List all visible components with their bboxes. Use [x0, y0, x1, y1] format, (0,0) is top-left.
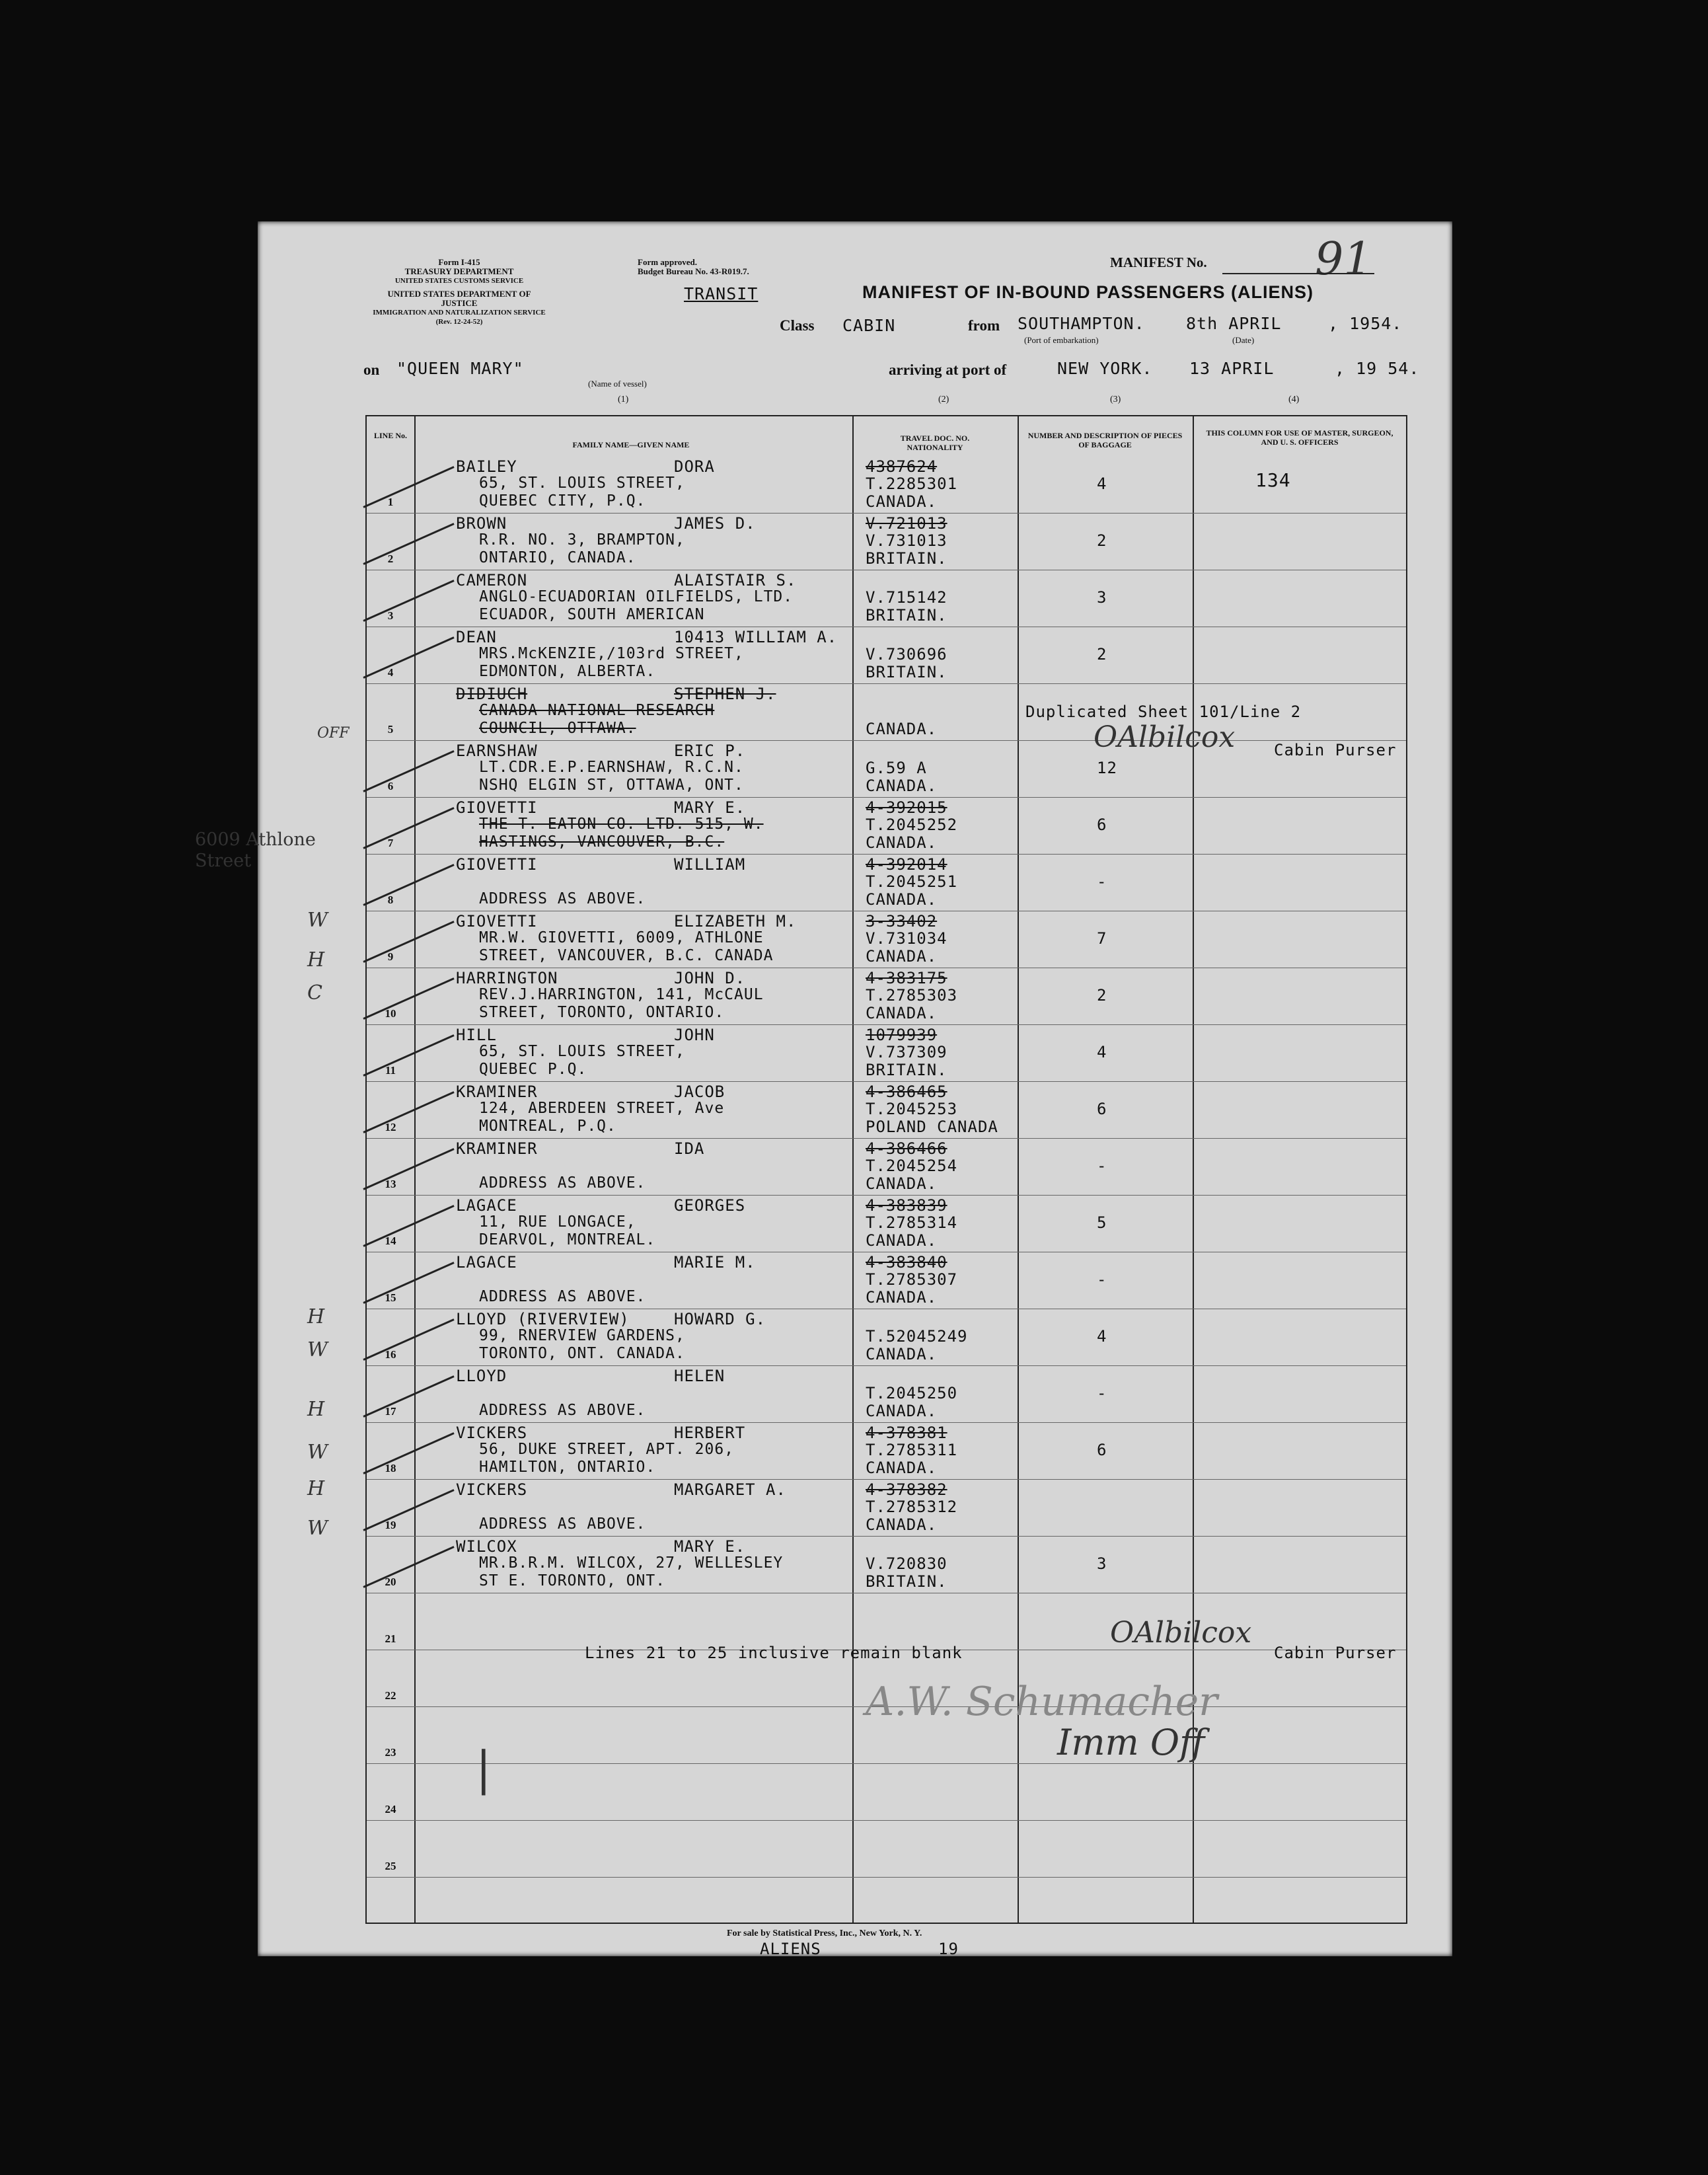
nationality: BRITAIN.	[866, 663, 947, 681]
cabin-purser-1: Cabin Purser	[1274, 741, 1397, 759]
old-travel-doc: 4-392014	[866, 855, 947, 874]
given-name: JOHN	[674, 1026, 715, 1044]
old-travel-doc: 4-386465	[866, 1083, 947, 1101]
margin-initial: H	[307, 948, 325, 972]
old-travel-doc: 4-386466	[866, 1139, 947, 1158]
form-header-left	[370, 258, 548, 326]
family-name: DEAN	[456, 628, 497, 646]
baggage-count: 6	[1097, 1100, 1107, 1118]
baggage-count: 3	[1097, 588, 1107, 607]
table-row	[367, 854, 1406, 911]
remain-blank-note: Lines 21 to 25 inclusive remain blank	[585, 1644, 963, 1662]
address-line-2: DEARVOL, MONTREAL.	[479, 1231, 656, 1248]
nationality: BRITAIN.	[866, 549, 947, 568]
address-line-1: 56, DUKE STREET, APT. 206,	[479, 1441, 735, 1458]
dept-treasury: TREASURY DEPARTMENT	[404, 266, 514, 276]
table-row	[367, 1479, 1406, 1537]
line-number: 9	[387, 950, 394, 963]
line-number: 21	[385, 1632, 396, 1645]
manifest-sheet	[195, 221, 1452, 1958]
family-name: VICKERS	[456, 1424, 528, 1442]
address-line-2: COUNCIL, OTTAWA.	[479, 720, 636, 737]
baggage-count: -	[1097, 1384, 1107, 1402]
old-travel-doc: 4387624	[866, 457, 938, 476]
address-line-2: ADDRESS AS ABOVE.	[479, 1402, 646, 1419]
address-line-2: ADDRESS AS ABOVE.	[479, 890, 646, 907]
baggage-count: -	[1097, 872, 1107, 891]
given-name: JAMES D.	[674, 514, 756, 533]
arrival-date: 13 APRIL	[1189, 359, 1275, 378]
given-name: JOHN D.	[674, 969, 746, 987]
port-of-embarkation: SOUTHAMPTON.	[1018, 314, 1145, 333]
family-name: EARNSHAW	[456, 742, 538, 760]
port-caption: (Port of embarkation)	[1024, 335, 1099, 345]
travel-doc-number: T.2285301	[866, 475, 958, 493]
line-number: 15	[385, 1291, 396, 1304]
nationality: CANADA.	[866, 833, 938, 852]
travel-doc-number: T.2785311	[866, 1441, 958, 1459]
old-travel-doc: 1079939	[866, 1026, 938, 1044]
address-line-1: 11, RUE LONGACE,	[479, 1213, 636, 1231]
family-name: GIOVETTI	[456, 855, 538, 874]
address-line-2: ADDRESS AS ABOVE.	[479, 1174, 646, 1192]
baggage-count: 2	[1097, 986, 1107, 1005]
baggage-count: 4	[1097, 475, 1107, 493]
col-header-travel: TRAVEL DOC. NO. NATIONALITY	[900, 434, 970, 452]
duplicated-note: Duplicated Sheet 101/Line 2	[1025, 703, 1302, 721]
address-line-2: QUEBEC CITY, P.Q.	[479, 492, 646, 510]
approved: Form approved.	[638, 257, 698, 267]
line-number: 18	[385, 1462, 396, 1474]
col-header-name: FAMILY NAME—GIVEN NAME	[572, 440, 690, 449]
on-label: on	[363, 362, 380, 378]
old-travel-doc: 4-383175	[866, 969, 947, 987]
rev: (Rev. 12-24-52)	[435, 318, 483, 326]
cabin-purser-2: Cabin Purser	[1274, 1644, 1397, 1662]
table-row	[367, 1195, 1406, 1252]
line-number: 3	[387, 609, 394, 622]
address-line-1: CANADA NATIONAL RESEARCH	[479, 702, 715, 719]
baggage-count: 3	[1097, 1554, 1107, 1573]
travel-doc-number: T.2045252	[866, 816, 958, 834]
col-header-baggage: NUMBER AND DESCRIPTION OF PIECES OF BAGGAGE	[1027, 431, 1183, 449]
nationality: CANADA.	[866, 1515, 938, 1534]
address-line-2: TORONTO, ONT. CANADA.	[479, 1345, 685, 1362]
transit-label: TRANSIT	[684, 284, 759, 303]
nationality: BRITAIN.	[866, 606, 947, 625]
line-number: 16	[385, 1348, 396, 1361]
table-row	[367, 1763, 1406, 1821]
given-name: HERBERT	[674, 1424, 746, 1442]
baggage-count: 5	[1097, 1213, 1107, 1232]
baggage-count: -	[1097, 1157, 1107, 1175]
printer-line: For sale by Statistical Press, Inc., New York, N. Y.	[727, 1928, 922, 1938]
col-header-officers: THIS COLUMN FOR USE OF MASTER, SURGEON, AND U. S. OFFICERS	[1206, 428, 1393, 447]
purser-signature-2: OAlbilcox	[1110, 1616, 1252, 1650]
margin-address: 6009 Athlone Street	[195, 829, 316, 871]
nationality: CANADA.	[866, 947, 938, 966]
nationality: BRITAIN.	[866, 1061, 947, 1079]
nationality: CANADA.	[866, 1345, 938, 1363]
nationality: CANADA.	[866, 1288, 938, 1307]
address-line-1: REV.J.HARRINGTON, 141, McCAUL	[479, 986, 764, 1003]
vessel-name: "QUEEN MARY"	[396, 359, 524, 378]
travel-doc-number: V.737309	[866, 1043, 947, 1061]
nationality: CANADA.	[866, 720, 938, 738]
address-line-1: 99, RNERVIEW GARDENS,	[479, 1327, 685, 1344]
table-row	[367, 1252, 1406, 1309]
family-name: LAGACE	[456, 1196, 517, 1215]
family-name: HILL	[456, 1026, 497, 1044]
nationality: POLAND CANADA	[866, 1118, 998, 1136]
baggage-count: 12	[1097, 759, 1117, 777]
nationality: CANADA.	[866, 1402, 938, 1420]
address-line-2: HAMILTON, ONTARIO.	[479, 1459, 656, 1476]
departure-year: , 1954.	[1328, 314, 1403, 333]
line-number: 7	[387, 837, 394, 849]
address-line-2: ONTARIO, CANADA.	[479, 549, 636, 566]
nationality: CANADA.	[866, 1231, 938, 1250]
class-value: CABIN	[842, 316, 896, 335]
given-name: ERIC P.	[674, 742, 746, 760]
sheet-number: 19	[938, 1940, 959, 1958]
line-number: 12	[385, 1121, 396, 1133]
family-name: GIOVETTI	[456, 912, 538, 931]
table-row	[367, 740, 1406, 798]
col-header-line-no: LINE No.	[373, 431, 407, 440]
given-name: MARY E.	[674, 798, 746, 817]
travel-doc-number: T.2785314	[866, 1213, 958, 1232]
given-name: ALAISTAIR S.	[674, 571, 797, 590]
margin-initial: H	[307, 1398, 325, 1421]
line-number: 1	[387, 496, 394, 508]
address-line-2: ST E. TORONTO, ONT.	[479, 1572, 666, 1589]
margin-initial: W	[307, 909, 328, 932]
line-number: 20	[385, 1576, 396, 1588]
travel-doc-number: T.2045253	[866, 1100, 958, 1118]
address-line-2: STREET, TORONTO, ONTARIO.	[479, 1004, 725, 1021]
address-line-1: 65, ST. LOUIS STREET,	[479, 475, 685, 492]
family-name: BAILEY	[456, 457, 517, 476]
family-name: CAMERON	[456, 571, 528, 590]
officer-signature: A.W. Schumacher	[866, 1679, 1218, 1725]
baggage-count: 2	[1097, 645, 1107, 664]
family-name: KRAMINER	[456, 1139, 538, 1158]
travel-doc-number: G.59 A	[866, 759, 927, 777]
dept-justice: UNITED STATES DEPARTMENT OF JUSTICE	[387, 289, 531, 308]
family-name: LAGACE	[456, 1253, 517, 1272]
given-name: WILLIAM	[674, 855, 746, 874]
margin-initial: H	[307, 1477, 325, 1500]
family-name: BROWN	[456, 514, 507, 533]
given-name: MARIE M.	[674, 1253, 756, 1272]
table-row	[367, 1138, 1406, 1196]
margin-initial: H	[307, 1305, 325, 1328]
arrival-year: , 19 54.	[1335, 359, 1420, 378]
table-row	[367, 911, 1406, 968]
table-row	[367, 570, 1406, 627]
table-row	[367, 1081, 1406, 1139]
travel-doc-number: T.2045251	[866, 872, 958, 891]
old-travel-doc: 4-378382	[866, 1480, 947, 1499]
nationality: CANADA.	[866, 1004, 938, 1022]
manifest-no-line	[1222, 273, 1374, 274]
family-name: WILCOX	[456, 1537, 517, 1556]
nationality: CANADA.	[866, 1459, 938, 1477]
address-line-1: LT.CDR.E.P.EARNSHAW, R.C.N.	[479, 759, 744, 776]
line-number: 24	[385, 1803, 396, 1815]
travel-doc-number: T.52045249	[866, 1327, 968, 1346]
address-line-1: MR.B.R.M. WILCOX, 27, WELLESLEY	[479, 1554, 784, 1572]
nationality: CANADA.	[866, 777, 938, 795]
stroke-mark: |	[476, 1741, 492, 1796]
address-line-2: ADDRESS AS ABOVE.	[479, 1288, 646, 1305]
given-name: STEPHEN J.	[674, 685, 776, 703]
old-travel-doc: 3-33402	[866, 912, 938, 931]
margin-initial: W	[307, 1441, 328, 1464]
given-name: MARY E.	[674, 1537, 746, 1556]
line-number: 4	[387, 666, 394, 679]
nationality: CANADA.	[866, 890, 938, 909]
budget-no: Budget Bureau No. 43-R019.7.	[638, 266, 749, 276]
table-row	[367, 797, 1406, 855]
old-travel-doc: 4-378381	[866, 1424, 947, 1442]
address-line-1: 124, ABERDEEN STREET, Ave	[479, 1100, 725, 1117]
class-label: Class	[780, 317, 815, 334]
address-line-1: MRS.McKENZIE,/103rd STREET,	[479, 645, 744, 662]
address-line-1: THE T. EATON CO. LTD. 515, W.	[479, 816, 764, 833]
table-row	[367, 1309, 1406, 1366]
col-num-3: (3)	[1110, 395, 1121, 404]
baggage-count: 7	[1097, 929, 1107, 948]
customs-service: UNITED STATES CUSTOMS SERVICE	[394, 277, 524, 285]
given-name: JACOB	[674, 1083, 725, 1101]
margin-initial: W	[307, 1338, 328, 1361]
line-number: 2	[387, 553, 394, 565]
baggage-count: -	[1097, 1270, 1107, 1289]
address-line-2: ADDRESS AS ABOVE.	[479, 1515, 646, 1533]
given-name: MARGARET A.	[674, 1480, 786, 1499]
address-line-2: NSHQ ELGIN ST, OTTAWA, ONT.	[479, 777, 744, 794]
baggage-count: 6	[1097, 1441, 1107, 1459]
family-name: DIDIUCH	[456, 685, 528, 703]
nationality: BRITAIN.	[866, 1572, 947, 1591]
travel-doc-number: T.2785303	[866, 986, 958, 1005]
baggage-count: 2	[1097, 531, 1107, 550]
line-number: 6	[387, 780, 394, 792]
from-label: from	[968, 317, 1000, 334]
travel-doc-number: V.730696	[866, 645, 947, 664]
address-line-1: ANGLO-ECUADORIAN OILFIELDS, LTD.	[479, 588, 794, 605]
old-travel-doc: 4-392015	[866, 798, 947, 817]
family-name: LLOYD (RIVERVIEW)	[456, 1310, 630, 1328]
ins: IMMIGRATION AND NATURALIZATION SERVICE	[373, 309, 546, 317]
line-number: 5	[387, 723, 394, 736]
travel-doc-number: V.731013	[866, 531, 947, 550]
address-line-2: EDMONTON, ALBERTA.	[479, 663, 656, 680]
table-row	[367, 513, 1406, 570]
officer-note: 134	[1255, 469, 1291, 491]
departure-date: 8th APRIL	[1186, 314, 1282, 333]
table-row	[367, 1365, 1406, 1423]
travel-doc-number: T.2045254	[866, 1157, 958, 1175]
family-name: KRAMINER	[456, 1083, 538, 1101]
travel-doc-number: T.2785312	[866, 1498, 958, 1516]
form-id: Form I-415	[438, 257, 480, 267]
line-number: 14	[385, 1235, 396, 1247]
arriving-label: arriving at port of	[889, 362, 1007, 378]
col-num-4: (4)	[1288, 395, 1300, 404]
address-line-2: STREET, VANCOUVER, B.C. CANADA	[479, 947, 774, 964]
family-name: HARRINGTON	[456, 969, 558, 987]
table-row	[367, 1422, 1406, 1480]
table-row	[367, 968, 1406, 1025]
given-name: 10413 WILLIAM A.	[674, 628, 838, 646]
line-number: 25	[385, 1860, 396, 1872]
baggage-count: 4	[1097, 1043, 1107, 1061]
line-number: 11	[385, 1064, 396, 1077]
family-name: LLOYD	[456, 1367, 507, 1385]
margin-initial: W	[307, 1517, 328, 1540]
table-row	[367, 1536, 1406, 1593]
table-row	[367, 456, 1406, 514]
family-name: VICKERS	[456, 1480, 528, 1499]
given-name: IDA	[674, 1139, 705, 1158]
travel-doc-number: T.2045250	[866, 1384, 958, 1402]
address-line-1: MR.W. GIOVETTI, 6009, ATHLONE	[479, 929, 764, 946]
vessel-caption: (Name of vessel)	[588, 379, 647, 389]
old-travel-doc: 4-383840	[866, 1253, 947, 1272]
col-num-1: (1)	[618, 395, 629, 404]
family-name: GIOVETTI	[456, 798, 538, 817]
travel-doc-number: V.720830	[866, 1554, 947, 1573]
table-row	[367, 1024, 1406, 1082]
nationality: CANADA.	[866, 1174, 938, 1193]
travel-doc-number: T.2785307	[866, 1270, 958, 1289]
old-travel-doc: 4-383839	[866, 1196, 947, 1215]
line-number: 19	[385, 1519, 396, 1531]
given-name: GEORGES	[674, 1196, 746, 1215]
purser-signature-1: OAlbilcox	[1094, 720, 1236, 754]
manifest-title: MANIFEST OF IN-BOUND PASSENGERS (ALIENS)	[862, 282, 1314, 302]
given-name: DORA	[674, 457, 715, 476]
given-name: ELIZABETH M.	[674, 912, 797, 931]
date-caption: (Date)	[1232, 335, 1255, 345]
manifest-no-label: MANIFEST No.	[1110, 254, 1207, 270]
given-name: HELEN	[674, 1367, 725, 1385]
nationality: CANADA.	[866, 492, 938, 511]
line-number: 22	[385, 1689, 396, 1702]
line-number: 10	[385, 1007, 396, 1020]
line-number: 23	[385, 1746, 396, 1759]
officer-title: Imm Off	[1057, 1722, 1205, 1763]
baggage-count: 4	[1097, 1327, 1107, 1346]
line-number: 17	[385, 1405, 396, 1418]
line-number: 13	[385, 1178, 396, 1190]
address-line-2: HASTINGS, VANCOUVER, B.C.	[479, 833, 725, 851]
aliens-label: ALIENS	[760, 1940, 821, 1958]
given-name: HOWARD G.	[674, 1310, 766, 1328]
arrival-port: NEW YORK.	[1057, 359, 1153, 378]
travel-doc-number: V.731034	[866, 929, 947, 948]
address-line-2: MONTREAL, P.Q.	[479, 1118, 616, 1135]
old-travel-doc: V.721013	[866, 514, 947, 533]
address-line-1: R.R. NO. 3, BRAMPTON,	[479, 531, 685, 549]
table-row	[367, 627, 1406, 684]
address-line-2: QUEBEC P.Q.	[479, 1061, 587, 1078]
col-num-2: (2)	[938, 395, 949, 404]
form-approval	[638, 258, 770, 276]
margin-initial: C	[307, 981, 322, 1005]
off-mark: OFF	[317, 725, 350, 742]
table-row	[367, 1820, 1406, 1878]
baggage-count: 6	[1097, 816, 1107, 834]
address-line-2: ECUADOR, SOUTH AMERICAN	[479, 606, 705, 623]
manifest-no: 91	[1315, 233, 1372, 286]
address-line-1: 65, ST. LOUIS STREET,	[479, 1043, 685, 1060]
line-number: 8	[387, 894, 394, 906]
travel-doc-number: V.715142	[866, 588, 947, 607]
